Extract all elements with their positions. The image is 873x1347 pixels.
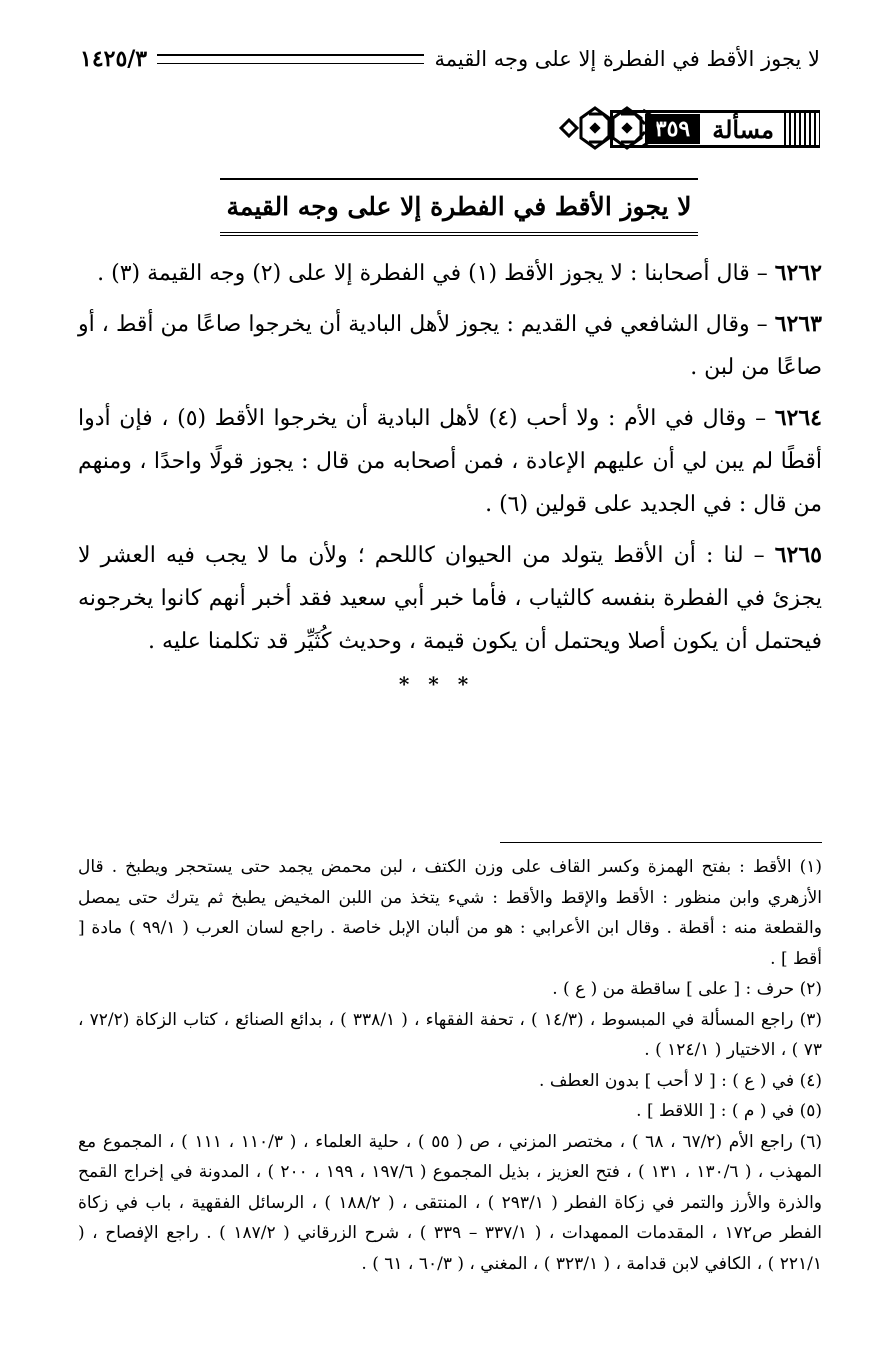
footnote-3: (٣) راجع المسألة في المبسوط ، (١٤/٣ ) ، تحفة الفقهاء ، ( ٣٣٨/١ ) ، بدائع الصنائع ، كتاب الزكاة (٧٢/٢ ، ٧٣ ) ، الاختيار ( ١٢٤/١ ) . <box>78 1009 822 1060</box>
footnote-2: (٢) حرف : [ على ] ساقطة من ( ع ) . <box>552 979 822 999</box>
footnote-row <box>78 1066 822 1097</box>
paragraph-number: ٦٢٦٤ <box>774 405 822 431</box>
hatch-decoration <box>784 113 820 145</box>
paragraph-text: – قال أصحابنا : لا يجوز الأقط (١) في الفطرة إلا على (٢) وجه القيمة (٣) . <box>97 261 775 286</box>
issue-number: ٣٥٩ <box>645 114 700 144</box>
paragraph <box>78 252 822 295</box>
paragraph <box>78 534 822 663</box>
footnotes <box>78 852 822 1279</box>
issue-label: مسألة <box>712 114 774 144</box>
section-title-box <box>220 178 698 236</box>
running-header <box>80 42 820 76</box>
footnote-1: (١) الأقط : بفتح الهمزة وكسر القاف على وزن الكتف ، لبن محمض يجمد حتى يستحجر ويطبخ . قال الأزهري وابن منظور : الأقط والإقط والأقط : شيء يتخذ من اللبن المخيض يطبخ ثم يترك حتى يمصل والقطعة منه : أقطة . وقال ابن الأعرابي : هو من ألبان الإبل خاصة . راجع لسان العرب ( ٩٩/١ ) مادة [ أقط ] . <box>78 857 822 969</box>
page-number: ١٤٢٥/٣ <box>80 46 148 72</box>
ornament-icon <box>555 100 665 156</box>
paragraph-text: – وقال الشافعي في القديم : يجوز لأهل البادية أن يخرجوا صاعًا من أقط ، أو صاعًا من لبن . <box>78 312 822 380</box>
paragraph-text: – وقال في الأم : ولا أحب (٤) لأهل البادية أن يخرجوا الأقط (٥) ، فإن أدوا أقطًا لم يبن لي أن عليهم الإعادة ، فمن أصحابه من قال : يجوز قولًا واحدًا ، ومنهم من قال : في الجديد على قولين (٦) . <box>78 406 822 517</box>
section-title: لا يجوز الأقط في الفطرة إلا على وجه القيمة <box>226 191 692 221</box>
paragraph-number: ٦٢٦٢ <box>774 260 822 286</box>
footnote-6: (٦) راجع الأم (٦٧/٢ ، ٦٨ ) ، مختصر المزني ، ص ( ٥٥ ) ، حلية العلماء ، ( ١١٠/٣ ، ١١١ ) ، المجموع مع المهذب ، ( ١٣٠/٦ ، ١٣١ ) ، فتح العزيز ، بذيل المجموع ( ١٩٧/٦ ، ١٩٩ ، ٢٠٠ ) ، المدونة في إخراج القمح والذرة والأرز والتمر في زكاة الفطر ( ٢٩٣/١ ) ، المنتقى ، ( ١٨٨/٢ ) ، الرسائل الفقهية ، باب في زكاة الفطر ص١٧٢ ، المقدمات الممهدات ، ( ٣٣٧/١ – ٣٣٩ ) ، شرح الزرقاني ( ١٨٧/٢ ) . راجع الإفصاح ، ( ٢٢١/١ ) ، الكافي لابن قدامة ، ( ٣٢٣/١ ) ، المغني ، ( ٦٠/٣ ، ٦١ ) . <box>78 1131 823 1274</box>
paragraph <box>78 303 822 389</box>
issue-banner <box>555 100 820 156</box>
paragraph-number: ٦٢٦٣ <box>774 311 822 337</box>
body-text <box>78 252 822 671</box>
paragraph-text: – لنا : أن الأقط يتولد من الحيوان كاللحم ؛ ولأن ما لا يجب فيه العشر لا يجزئ في الفطرة بنفسه كالثياب ، فأما خبر أبي سعيد فقد أخبر أنهم كانوا يخرجونه فيحتمل أن يكون أصلا ويحتمل أن يكون قيمة ، وحديث كُثَيِّر قد تكلمنا عليه . <box>78 543 822 654</box>
footnote-5: (٥) في ( م ) : [ اللاقط ] . <box>636 1101 822 1121</box>
paragraph-number: ٦٢٦٥ <box>774 542 822 568</box>
paragraph <box>78 397 822 526</box>
footnote-4: (٤) في ( ع ) : [ لا أحب ] بدون العطف . <box>539 1070 822 1091</box>
running-header-rule <box>157 54 424 64</box>
footnote-rule <box>500 842 822 843</box>
section-separator: * * * <box>398 672 475 696</box>
running-header-title: لا يجوز الأقط في الفطرة إلا على وجه القيمة <box>434 47 820 71</box>
